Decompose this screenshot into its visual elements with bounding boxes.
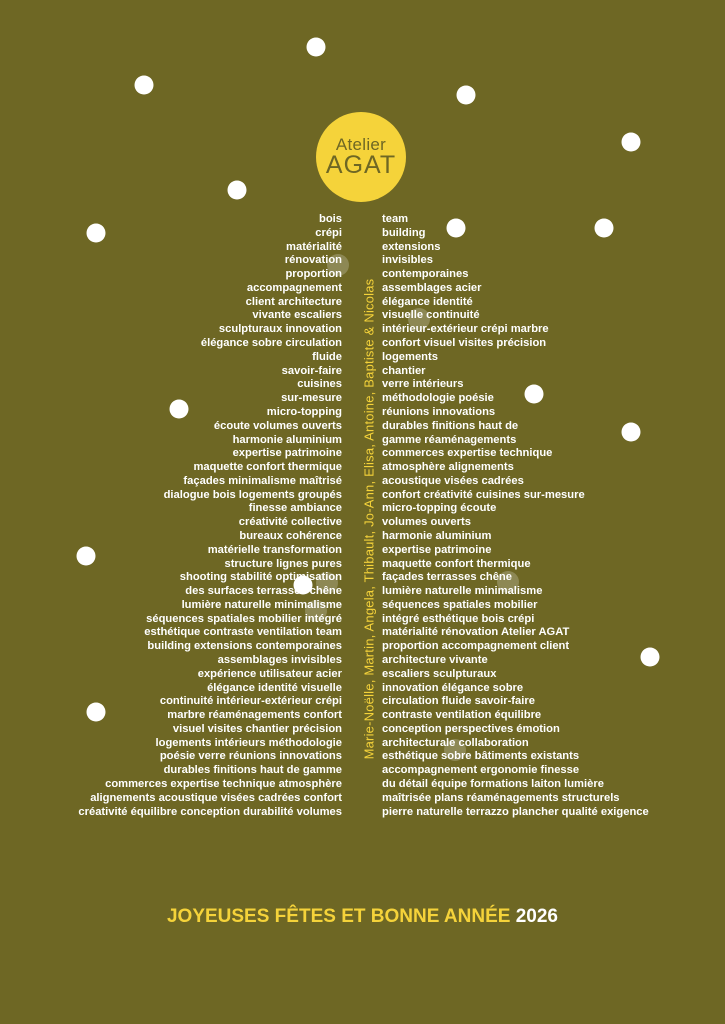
atelier-agat-logo xyxy=(316,112,406,202)
tree-word-left: visuel visites chantier précision xyxy=(172,722,342,735)
tree-word-right: atmosphère alignements xyxy=(382,461,514,474)
tree-word-left: vivante escaliers xyxy=(252,309,342,322)
tree-word-right: réunions innovations xyxy=(382,405,496,418)
tree-word-right: du détail équipe formations laiton lumière xyxy=(382,778,604,791)
tree-word-right: escaliers sculpturaux xyxy=(382,667,497,680)
tree-word-left: bureaux cohérence xyxy=(239,529,342,542)
tree-word-right: conception perspectives émotion xyxy=(382,722,560,735)
tree-word-right: maquette confort thermique xyxy=(382,557,531,570)
tree-word-right: intégré esthétique bois crépi xyxy=(382,612,535,625)
tree-word-right: innovation élégance sobre xyxy=(382,681,524,694)
tree-word-left: dialogue bois logements groupés xyxy=(163,488,342,501)
tree-word-right: méthodologie poésie xyxy=(382,392,494,405)
logo-line-1: Atelier xyxy=(335,135,387,154)
tree-word-right: élégance identité xyxy=(382,295,473,308)
snow-dot xyxy=(457,86,476,105)
tree-word-right: durables finitions haut de xyxy=(382,419,519,432)
tree-word-right: séquences spatiales mobilier xyxy=(382,598,538,611)
tree-word-right: proportion accompagnement client xyxy=(382,640,570,653)
tree-word-left: logements intérieurs méthodologie xyxy=(155,736,342,749)
tree-word-left: sur-mesure xyxy=(281,392,342,405)
tree-word-right: logements xyxy=(382,350,438,363)
tree-word-left: savoir-faire xyxy=(281,364,342,377)
tree-word-left: poésie verre réunions innovations xyxy=(159,750,342,763)
tree-word-right: architecture vivante xyxy=(382,654,488,666)
tree-word-right: contraste ventilation équilibre xyxy=(382,709,542,722)
tree-word-left: client architecture xyxy=(245,295,342,308)
tree-word-left: écoute volumes ouverts xyxy=(213,419,342,432)
tree-word-right: lumière naturelle minimalisme xyxy=(382,585,543,598)
tree-word-right: volumes ouverts xyxy=(382,516,471,529)
tree-word-left: alignements acoustique visées cadrées confort xyxy=(90,791,342,804)
greeting-message: JOYEUSES FÊTES ET BONNE ANNÉE xyxy=(166,906,511,927)
team-names: Marie-Noëlle, Martin, Angela, Thibault, Jo-Ann, Elisa, Antoine, Baptiste & Nicolas xyxy=(361,278,377,760)
tree-word-left: building extensions contemporaines xyxy=(147,640,342,653)
tree-word-left: expertise patrimoine xyxy=(232,447,342,460)
tree-word-left: commerces expertise technique atmosphère xyxy=(105,778,342,791)
tree-word-right: maîtrisée plans réaménagements structurels xyxy=(382,791,620,804)
tree-word-right: micro-topping écoute xyxy=(382,502,497,515)
tree-word-right: matérialité rénovation Atelier AGAT xyxy=(382,626,570,639)
team-names-trunk xyxy=(361,213,377,825)
tree-word-right: chantier xyxy=(382,364,426,377)
tree-word-right: verre intérieurs xyxy=(382,378,464,391)
tree-word-left: continuité intérieur-extérieur crépi xyxy=(159,695,342,708)
tree-word-right: pierre naturelle terrazzo plancher qualité exigence xyxy=(382,805,649,818)
tree-word-left: matérialité xyxy=(286,240,342,253)
tree-word-left: expérience utilisateur acier xyxy=(197,667,342,680)
snow-dot xyxy=(228,181,247,200)
tree-word-left: matérielle transformation xyxy=(207,543,342,556)
tree-word-left: finesse ambiance xyxy=(248,502,342,515)
tree-word-left: shooting stabilité optimisation xyxy=(179,571,342,584)
tree-word-left: durables finitions haut de gamme xyxy=(163,764,342,777)
tree-word-left: élégance identité visuelle xyxy=(207,681,342,694)
tree-word-left: structure lignes pures xyxy=(224,557,342,570)
tree-word-left: proportion xyxy=(285,268,342,281)
greeting-year: 2026 xyxy=(515,906,559,927)
tree-word-left: harmonie aluminium xyxy=(232,433,342,446)
tree-word-left: marbre réaménagements confort xyxy=(167,709,342,722)
tree-word-left: rénovation xyxy=(284,254,342,267)
tree-word-left: séquences spatiales mobilier intégré xyxy=(146,612,342,625)
tree-word-left: fluide xyxy=(312,350,342,363)
tree-word-right: expertise patrimoine xyxy=(382,543,492,556)
tree-left-words xyxy=(78,213,342,819)
tree-word-right: visuelle continuité xyxy=(382,309,480,322)
tree-word-left: accompagnement xyxy=(246,281,342,294)
snow-dot xyxy=(307,38,326,57)
tree-word-left: lumière naturelle minimalisme xyxy=(181,598,342,611)
tree-word-right: commerces expertise technique xyxy=(382,447,553,460)
snow-dot xyxy=(135,76,154,95)
tree-word-right: circulation fluide savoir-faire xyxy=(382,695,535,708)
tree-word-left: sculpturaux innovation xyxy=(218,323,342,336)
tree-word-left: créativité collective xyxy=(238,516,342,529)
tree-word-left: élégance sobre circulation xyxy=(200,337,342,350)
tree-word-right: invisibles xyxy=(382,254,433,267)
tree-word-left: maquette confort thermique xyxy=(193,461,342,474)
tree-word-right: accompagnement ergonomie finesse xyxy=(382,764,580,777)
tree-word-left: des surfaces terrasses chêne xyxy=(185,585,342,598)
tree-word-left: assemblages invisibles xyxy=(217,654,342,666)
tree-word-right: acoustique visées cadrées xyxy=(382,474,524,487)
tree-word-left: esthétique contraste ventilation team xyxy=(144,626,342,639)
tree-word-right: extensions xyxy=(382,240,441,253)
tree-word-right: esthétique sobre bâtiments existants xyxy=(382,750,580,763)
tree-word-right: assemblages acier xyxy=(382,281,482,294)
greeting xyxy=(0,906,725,928)
tree-word-left: bois xyxy=(319,213,342,225)
tree-word-right: intérieur-extérieur crépi marbre xyxy=(382,323,549,336)
tree-word-right: confort créativité cuisines sur-mesure xyxy=(382,488,585,501)
tree-word-right: façades terrasses chêne xyxy=(382,571,512,584)
tree-word-right: gamme réaménagements xyxy=(382,433,517,446)
tree-word-right: confort visuel visites précision xyxy=(382,337,547,350)
tree-word-left: façades minimalisme maîtrisé xyxy=(183,474,342,487)
tree-word-right: team xyxy=(382,213,409,225)
snow-dot xyxy=(622,133,641,152)
tree-word-left: micro-topping xyxy=(266,405,342,418)
logo-line-2: AGAT xyxy=(325,151,397,179)
tree-word-left: cuisines xyxy=(297,378,342,391)
tree-right-words xyxy=(382,213,649,819)
tree-word-left: crépi xyxy=(315,226,342,239)
tree-word-left: créativité équilibre conception durabilité volumes xyxy=(78,805,342,818)
tree-word-right: harmonie aluminium xyxy=(382,529,492,542)
tree-word-right: architecturale collaboration xyxy=(382,736,529,749)
tree-word-right: building xyxy=(382,226,426,239)
tree-word-right: contemporaines xyxy=(382,268,469,281)
